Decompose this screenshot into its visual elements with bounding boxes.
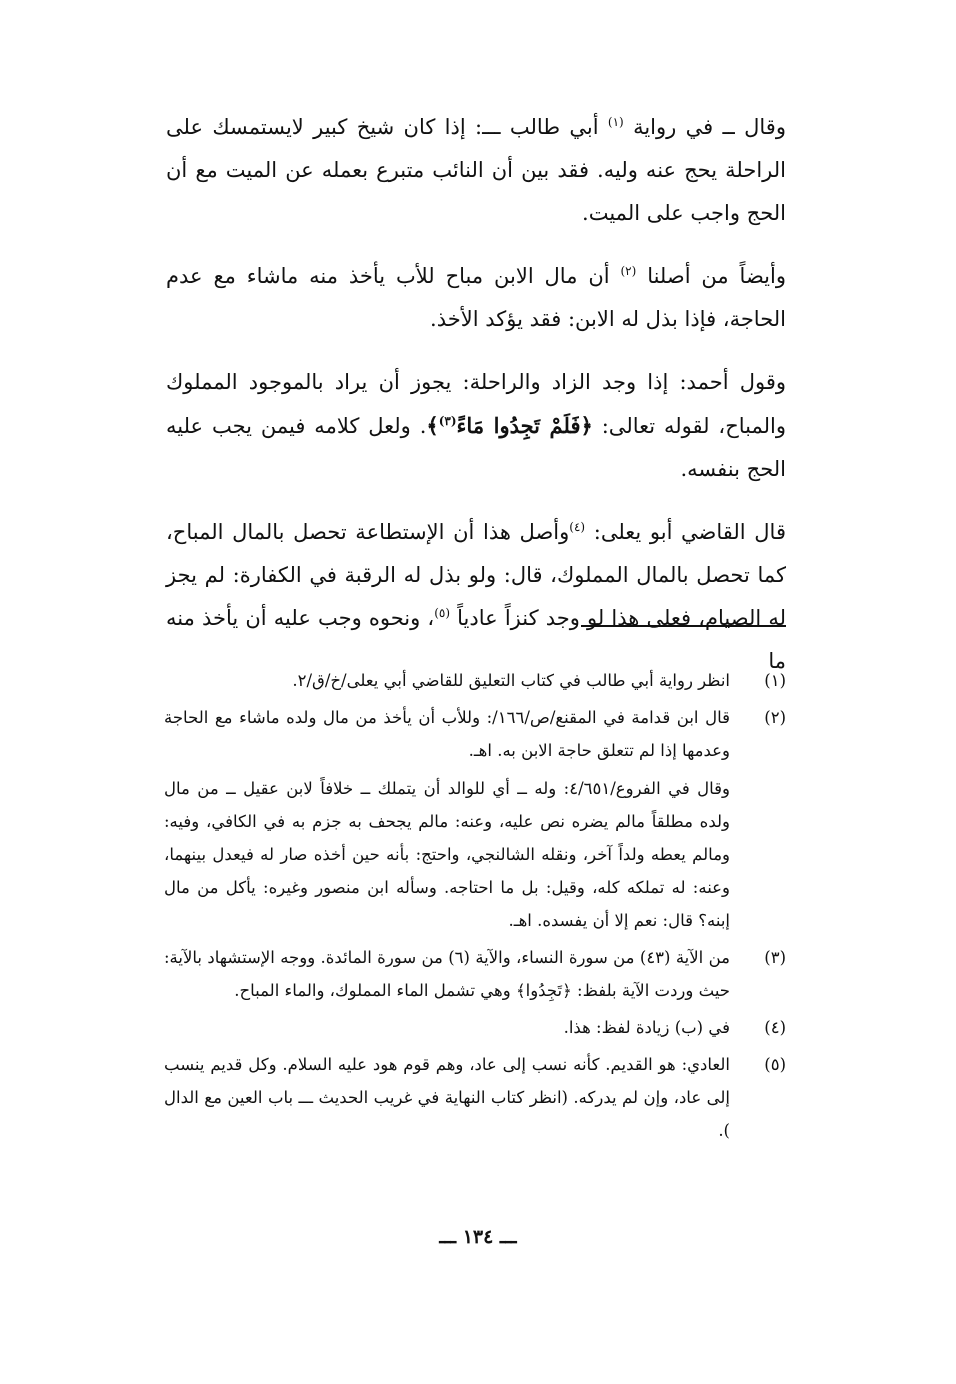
text-span: أبي طالب ـــ: إذا كان شيخ كبير لايستمسك على الراحلة يحج عنه وليه. فقد بين أن النائب متبرع بعمله عن الميت مع أن الحج واجب على الميت. — [166, 115, 786, 225]
quran-verse — [426, 413, 592, 438]
footnote-number: (٥) — [764, 1055, 786, 1074]
paragraph-2 — [166, 255, 786, 341]
footnote-ref-1[interactable]: (١) — [607, 115, 624, 129]
footnote-body — [164, 1011, 730, 1044]
footnote-text: العادي: هو القديم. كأنه نسب إلى عاد، وهم قوم هود عليه السلام. وكل قديم ينسب إلى عاد، وإن لم يدركه. (انظر كتاب النهاية في غريب الحديث ـــ باب العين مع الدال ). — [164, 1055, 730, 1140]
paragraph-3 — [166, 361, 786, 491]
footnote-2 — [164, 701, 786, 937]
footnote-number: (١) — [764, 671, 786, 690]
footnote-text: قال ابن قدامة في المقنع/ص/١٦٦/: وللأب أن يأخذ من مال ولده ماشاء مع الحاجة وعدمها إذا لم تتعلق حاجة الابن به. اهـ. — [164, 708, 730, 760]
footnote-body — [164, 664, 730, 697]
footnote-4 — [164, 1011, 786, 1044]
text-span: وقول أحمد: إذا وجد الزاد والراحلة: يجوز أن يراد بالموجود المملوك والمباح، لقوله تعالى: — [166, 370, 786, 438]
footnote-5 — [164, 1048, 786, 1147]
page-number: ـــ ١٣٤ ـــ — [439, 1226, 517, 1248]
footnote-text: من الآية (٤٣) من سورة النساء، والآية (٦) من سورة المائدة. ووجه الإستشهاد بالآية: حيث وردت الآية بلفظ: ﴿تَجِدُوا﴾ وهي تشمل الماء المملوك، والماء المباح. — [164, 948, 730, 1000]
paragraph-1 — [166, 106, 786, 235]
text-span: وأصل هذا أن الإستطاعة تحصل بالمال المباح، كما تحصل بالمال المملوك، قال: ولو بذل له الرقبة في الكفارة: لم يجز له الصيام، فعلى هذا لو وجد كنزاً عادياً — [166, 520, 786, 630]
footnote-number: (٣) — [764, 948, 786, 967]
verse-text: ﴿فَلَمْ تَجِدُوا مَاءً — [456, 413, 593, 438]
text-span: ، ونحوه وجب عليه أن يأخذ منه ما — [166, 606, 786, 673]
footnote-body — [164, 701, 730, 937]
footnote-ref-2[interactable]: (٢) — [620, 264, 637, 278]
footnote-1 — [164, 664, 786, 697]
footnote-ref-4[interactable]: (٤) — [569, 520, 586, 534]
text-span: . ولعل كلامه فيمن يجب عليه الحج بنفسه. — [166, 414, 786, 481]
footnote-ref-3[interactable]: (٣) — [438, 414, 457, 428]
footnote-body — [164, 1048, 730, 1147]
text-span: قال القاضي أبو يعلى: — [593, 520, 786, 544]
verse-close-bracket: ﴾ — [426, 413, 439, 438]
text-span: وأيضاً من أصلنا — [647, 264, 786, 288]
footnote-number: (٤) — [764, 1018, 786, 1037]
footnotes — [164, 664, 786, 1151]
footnote-text: انظر رواية أبي طالب في كتاب التعليق للقاضي أبي يعلى/خ/ق/٢. — [292, 671, 730, 690]
footnote-body — [164, 941, 730, 1007]
footnote-ref-5[interactable]: (٥) — [434, 606, 451, 620]
footnote-text: في (ب) زيادة لفظ: هذا. — [563, 1018, 730, 1037]
footnote-3 — [164, 941, 786, 1007]
footnote-separator — [581, 625, 786, 627]
paragraph-4 — [166, 511, 786, 683]
footnote-text-continued: وقال في الفروع/٤/٦٥١: وله ــ أي للوالد أن يتملك ــ خلافاً لابن عقيل ــ من مال ولده مطلقاً مالم يضره نص عليه، وعنه: مالم يجحف به جزم به في الكافي، وفيه: ومالم يعطه ولداً آخر، ونقله الشالنجي، واحتج: بأنه حين أخذه صار له فيعدل بينهما، وعنه: له تملكه كله، وقيل: بل ما احتاجه. وسأله ابن منصور وغيره: يأكل من مال إبنه؟ قال: نعم إلا أن يفسده. اهـ. — [164, 779, 730, 930]
footnote-number: (٢) — [764, 708, 786, 727]
text-span: أن مال الابن مباح للأب يأخذ منه ماشاء مع عدم الحاجة، فإذا بذل له الابن: فقد يؤكد الأخذ. — [166, 264, 786, 331]
main-text — [166, 106, 786, 703]
text-span: وقال ــ في رواية — [633, 115, 786, 139]
